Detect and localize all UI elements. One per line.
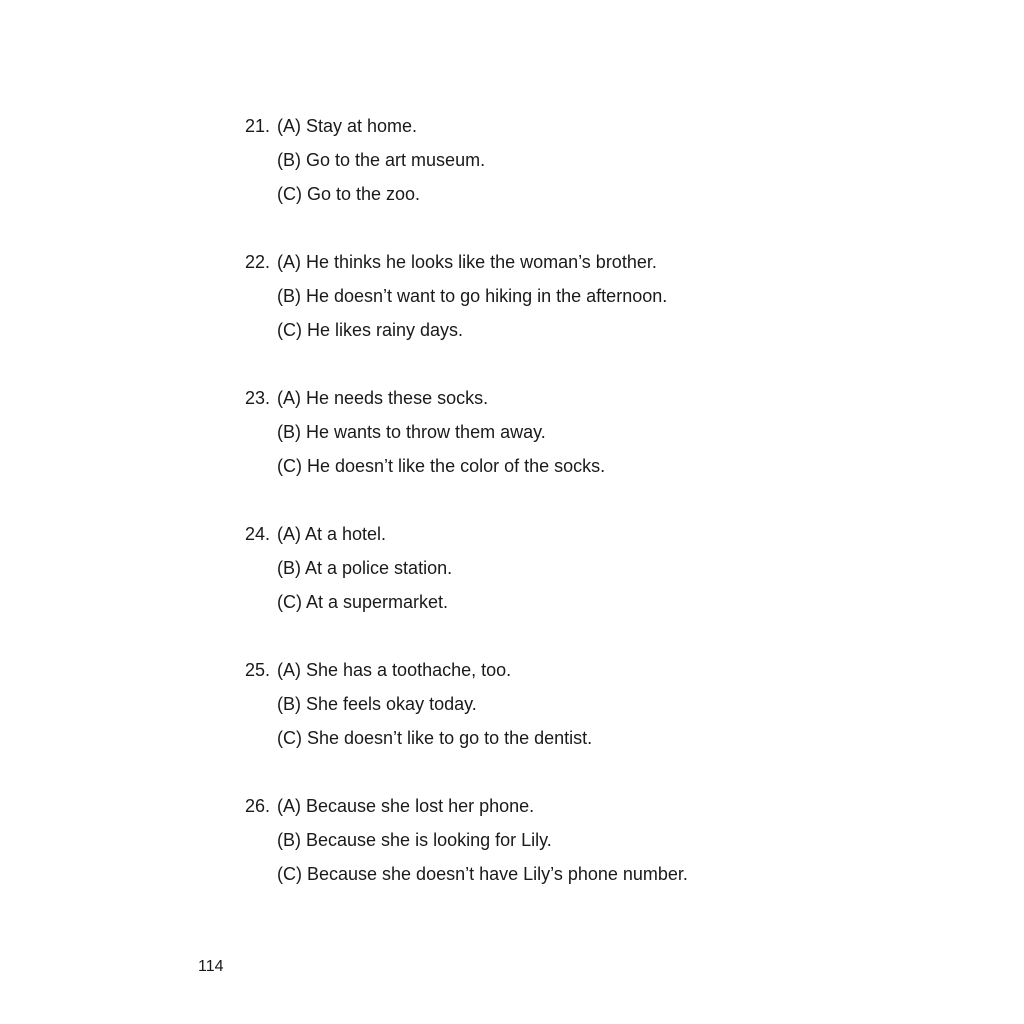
option-text: (B) He doesn’t want to go hiking in the afternoon. (277, 286, 668, 306)
question-22 (245, 248, 945, 350)
question-option-b (245, 554, 945, 588)
question-option-a (245, 112, 945, 146)
question-option-b (245, 826, 945, 860)
question-list (245, 112, 945, 928)
option-text: (B) She feels okay today. (277, 694, 477, 714)
option-text: (C) At a supermarket. (277, 592, 449, 612)
question-21 (245, 112, 945, 214)
question-option-c (245, 452, 945, 486)
question-option-b (245, 418, 945, 452)
option-text: (C) Because she doesn’t have Lily’s phone number. (277, 864, 688, 884)
option-text: (A) She has a toothache, too. (277, 660, 512, 680)
question-option-b (245, 690, 945, 724)
question-option-b (245, 146, 945, 180)
question-option-a (245, 248, 945, 282)
question-number: 25. (245, 660, 271, 680)
question-option-c (245, 724, 945, 758)
option-text: (C) She doesn’t like to go to the dentist. (277, 728, 593, 748)
question-26 (245, 792, 945, 894)
option-text: (B) Because she is looking for Lily. (277, 830, 552, 850)
option-text: (A) At a hotel. (277, 524, 387, 544)
question-number: 24. (245, 524, 271, 544)
question-number: 26. (245, 796, 271, 816)
question-number: 23. (245, 388, 271, 408)
question-option-a (245, 384, 945, 418)
option-text: (B) He wants to throw them away. (277, 422, 546, 442)
option-text: (A) He thinks he looks like the woman’s brother. (277, 252, 657, 272)
question-number: 21. (245, 116, 271, 136)
question-option-c (245, 316, 945, 350)
question-23 (245, 384, 945, 486)
option-text: (C) He likes rainy days. (277, 320, 464, 340)
question-number: 22. (245, 252, 271, 272)
question-25 (245, 656, 945, 758)
option-text: (C) Go to the zoo. (277, 184, 421, 204)
option-text: (A) Stay at home. (277, 116, 418, 136)
question-option-c (245, 180, 945, 214)
question-option-a (245, 656, 945, 690)
option-text: (C) He doesn’t like the color of the socks. (277, 456, 606, 476)
option-text: (B) At a police station. (277, 558, 453, 578)
option-text: (A) Because she lost her phone. (277, 796, 535, 816)
question-option-c (245, 860, 945, 894)
question-option-a (245, 792, 945, 826)
question-option-b (245, 282, 945, 316)
page-number: 114 (198, 958, 224, 975)
question-option-a (245, 520, 945, 554)
question-option-c (245, 588, 945, 622)
option-text: (B) Go to the art museum. (277, 150, 486, 170)
question-24 (245, 520, 945, 622)
option-text: (A) He needs these socks. (277, 388, 489, 408)
